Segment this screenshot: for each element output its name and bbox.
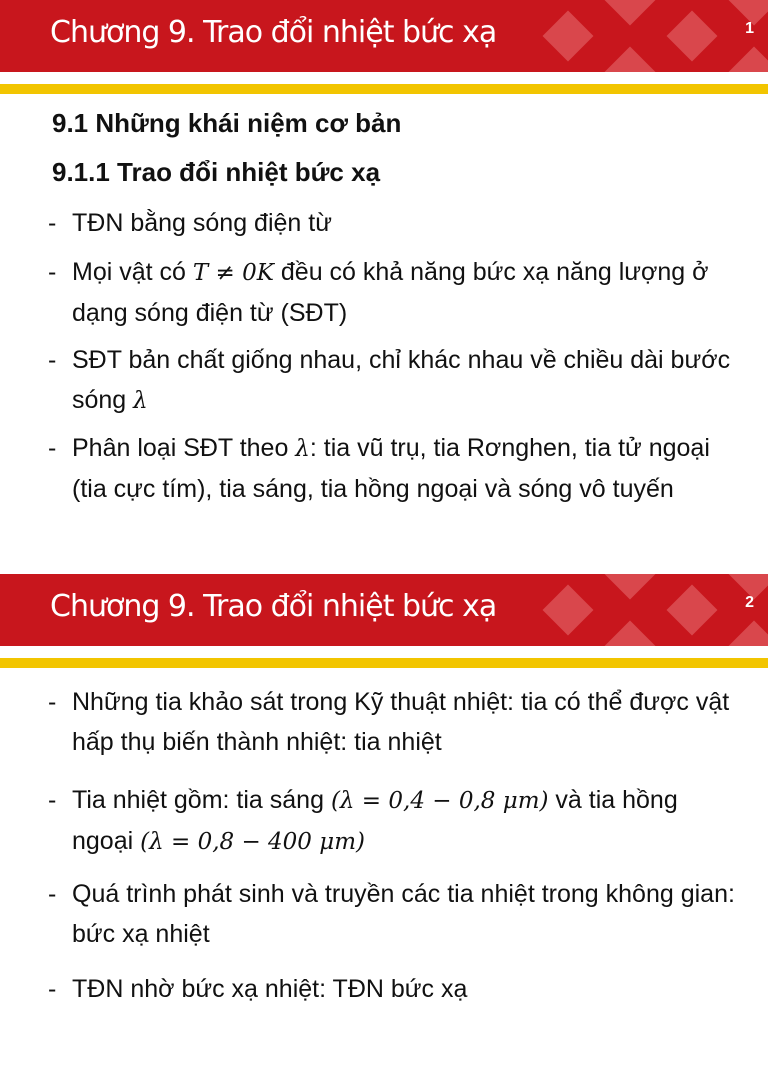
decorative-diamond (667, 585, 718, 636)
slide-gap (0, 512, 768, 574)
slide-number: 1 (745, 20, 754, 37)
bullet-item: - Quá trình phát sinh và truyền các tia nhiệt trong không gian: bức xạ nhiệt (48, 880, 735, 948)
math-expression: λ (295, 436, 310, 462)
accent-bar (0, 84, 768, 94)
decorative-diamond (605, 621, 656, 646)
decorative-diamond (667, 11, 718, 62)
slide-header (0, 574, 768, 646)
decorative-diamond (605, 47, 656, 72)
bullet-item: - TĐN nhờ bức xạ nhiệt: TĐN bức xạ (48, 975, 468, 1003)
math-expression: λ (133, 388, 148, 414)
section-heading: 9.1 Những khái niệm cơ bản (52, 108, 402, 138)
decorative-diamond (543, 585, 594, 636)
slide-header (0, 0, 768, 72)
bullet-item: - SĐT bản chất giống nhau, chỉ khác nhau về chiều dài bước sóng λ (48, 346, 731, 414)
decorative-diamond (729, 47, 768, 72)
decorative-diamond (605, 574, 656, 599)
slide-2 (0, 574, 768, 1086)
bullet-item: - Mọi vật có T ≠ 0K đều có khả năng bức xạ năng lượng ở dạng sóng điện từ (SĐT) (48, 258, 709, 327)
slide-number: 2 (745, 594, 754, 611)
slide-1 (0, 0, 768, 512)
slide-title: Chương 9. Trao đổi nhiệt bức xạ (50, 15, 497, 50)
bullet-item: - TĐN bằng sóng điện từ (48, 209, 332, 237)
accent-bar (0, 658, 768, 668)
decorative-diamond (729, 621, 768, 646)
math-expression: T ≠ 0K (192, 260, 274, 286)
math-expression: (λ = 0,8 − 400 μm) (140, 829, 365, 855)
bullet-item: - Phân loại SĐT theo λ: tia vũ trụ, tia Rơnghen, tia tử ngoại (tia cực tím), tia sáng, tia hồng ngoại và sóng vô tuyến (48, 434, 710, 503)
decorative-diamond (543, 11, 594, 62)
math-expression: (λ = 0,4 − 0,8 μm) (330, 788, 549, 814)
subsection-heading: 9.1.1 Trao đổi nhiệt bức xạ (52, 157, 381, 187)
decorative-diamond (605, 0, 656, 25)
bullet-item: - Những tia khảo sát trong Kỹ thuật nhiệt: tia có thể được vật hấp thụ biến thành nhiệt: tia nhiệt (48, 688, 730, 756)
bullet-item: - Tia nhiệt gồm: tia sáng (λ = 0,4 − 0,8 μm) và tia hồng ngoại (λ = 0,8 − 400 μm) (48, 786, 678, 855)
slide-title: Chương 9. Trao đổi nhiệt bức xạ (50, 589, 497, 624)
